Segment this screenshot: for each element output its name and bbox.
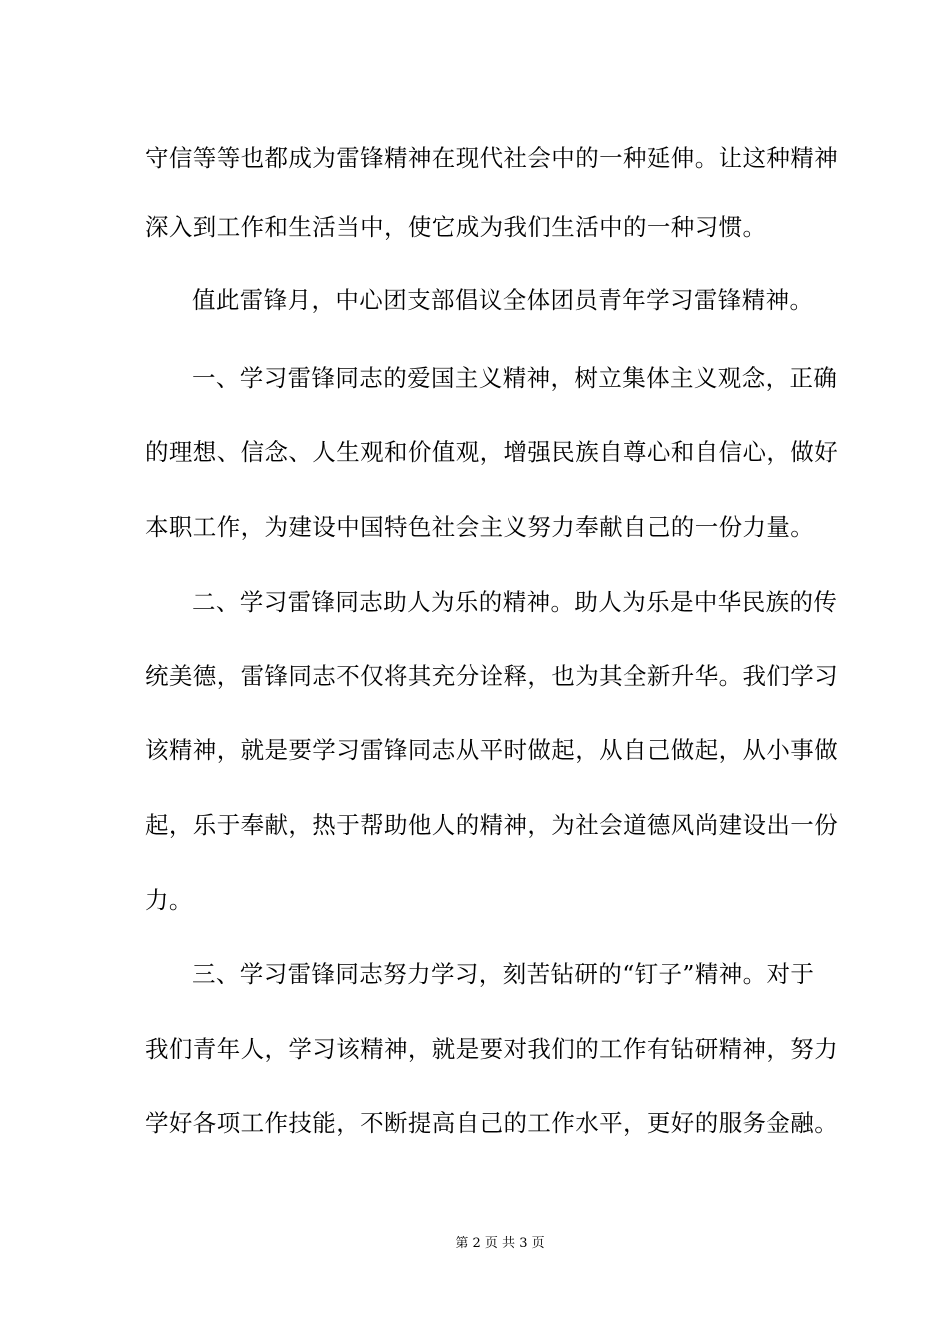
page-number-footer: 第 2 页 共 3 页 (455, 1236, 545, 1251)
paragraph-line: 深入到工作和生活当中，使它成为我们生活中的一种习惯。 (145, 213, 767, 241)
paragraph-line: 力。 (145, 886, 193, 914)
paragraph-line: 值此雷锋月，中心团支部倡议全体团员青年学习雷锋精神。 (192, 286, 814, 314)
paragraph-line: 二、学习雷锋同志助人为乐的精神。助人为乐是中华民族的传 (192, 588, 838, 616)
paragraph-line: 起，乐于奉献，热于帮助他人的精神，为社会道德风尚建设出一份 (145, 811, 839, 839)
paragraph-line: 该精神，就是要学习雷锋同志从平时做起，从自己做起，从小事做 (145, 736, 839, 764)
paragraph-line: 统美德，雷锋同志不仅将其充分诠释，也为其全新升华。我们学习 (145, 662, 839, 690)
paragraph-line: 守信等等也都成为雷锋精神在现代社会中的一种延伸。让这种精神 (145, 144, 839, 172)
paragraph-line: 学好各项工作技能，不断提高自己的工作水平，更好的服务金融。 (145, 1109, 839, 1137)
paragraph-line: 三、学习雷锋同志努力学习，刻苦钻研的“钉子”精神。对于 (192, 960, 815, 988)
paragraph-line: 我们青年人，学习该精神，就是要对我们的工作有钻研精神，努力 (145, 1035, 839, 1063)
paragraph-line: 本职工作，为建设中国特色社会主义努力奉献自己的一份力量。 (145, 513, 815, 541)
paragraph-line: 的理想、信念、人生观和价值观，增强民族自尊心和自信心，做好 (145, 438, 839, 466)
paragraph-line: 一、学习雷锋同志的爱国主义精神，树立集体主义观念，正确 (192, 364, 838, 392)
